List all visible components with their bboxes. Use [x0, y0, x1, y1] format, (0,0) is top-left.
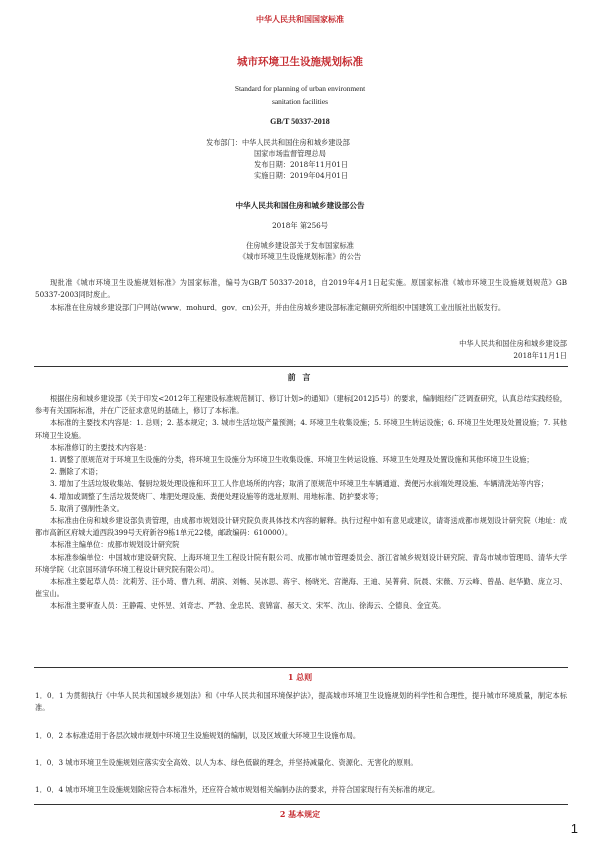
preface-line: 本标准主要起草人员：沈莉芳、汪小琦、曹九利、胡滨、刘畅、吴冰思、蒋宇、杨晓光、宫滟海、王迪、吴菁荷、阮晨、宋薇、万云峰、曾晶、赵华勤、庞立习、崔宝山。: [35, 577, 567, 599]
preface-line: 本标准由住房和城乡建设部负责管理，由成都市规划设计研究院负责具体技术内容的解释。执行过程中如有意见或建议，请寄送成都市规划设计研究院（地址：成都市高新区府城大道西段399号天府新谷9栋1单元22楼，邮政编码：610000）。: [35, 516, 567, 538]
implement-date: 实施日期：2019年04月01日: [254, 171, 349, 180]
clause-1-0-4: 1．0．4 城市环境卫生设施规划除应符合本标准外，还应符合城市规划相关编制办法的要求，并符合国家现行有关标准的规定。: [35, 785, 440, 794]
preface-line: 本标准修订的主要技术内容是：: [50, 442, 151, 452]
preface-heading: 前 言: [287, 372, 313, 382]
announcement-subtitle-2: 《城市环境卫生设施规划标准》的公告: [238, 252, 362, 261]
publish-date: 发布日期：2018年11月01日: [254, 160, 349, 169]
standard-org-line: 中华人民共和国国家标准: [256, 14, 344, 24]
standard-code: GB/T 50337-2018: [270, 117, 330, 126]
publish-dept-2: 国家市场监督管理总局: [254, 149, 326, 158]
announcement-body-1: 现批准《城市环境卫生设施规划标准》为国家标准，编号为GB/T 50337-2018，自2019年4月1日起实施。原国家标准《城市环境卫生设施规划规范》GB 50337-2003同时废止。: [35, 278, 567, 300]
preface-line: 本标准的主要技术内容是：1. 总则；2. 基本规定；3. 城市生活垃圾产量预测；4. 环境卫生收集设施；5. 环境卫生转运设施；6. 环境卫生处理及处置设施；7. 其他环境卫生设施。: [35, 418, 567, 440]
announcement-subtitle-1: 住房城乡建设部关于发布国家标准: [246, 241, 354, 250]
publish-dept-1: 发布部门：中华人民共和国住房和城乡建设部: [206, 138, 350, 147]
section-divider: [34, 366, 568, 367]
section-divider: [34, 804, 568, 805]
preface-line: 1. 调整了原规范对于环境卫生设施的分类，将环境卫生设施分为环境卫生收集设施、环境卫生转运设施、环境卫生处理及处置设施和其他环境卫生设施；: [50, 455, 534, 465]
english-title-line-2: sanitation facilities: [271, 97, 329, 106]
clause-1-0-3: 1．0．3 城市环境卫生设施规划应落实安全高效、以人为本、绿色低碳的理念，并坚持减量化、资源化、无害化的原则。: [35, 758, 418, 767]
preface-line: 2. 删除了术语；: [50, 467, 103, 477]
announcement-title: 中华人民共和国住房和城乡建设部公告: [235, 201, 365, 210]
clause-1-0-2: 1．0．2 本标准适用于各层次城市规划中环境卫生设施规划的编制，以及区域重大环境卫生设施布局。: [35, 731, 361, 740]
clause-1-0-1: 1．0．1 为贯彻执行《中华人民共和国城乡规划法》和《中华人民共和国环境保护法》，提高城市环境卫生设施规划的科学性和合理性，提升城市环境质量，制定本标准。: [35, 691, 567, 713]
announcement-sign-org: 中华人民共和国住房和城乡建设部: [459, 339, 567, 348]
preface-line: 根据住房和城乡建设部《关于印发<2012年工程建设标准规范制订、修订计划>的通知》（建标[2012]5号）的要求，编制组经广泛调查研究，认真总结实践经验，参考有关国际标准，并在广泛征求意见的基础上，修订了本标准。: [35, 394, 567, 416]
preface-line: 本标准主编单位：成都市规划设计研究院: [50, 540, 180, 550]
chapter-2-heading: 2 基本规定: [279, 809, 321, 819]
preface-line: 5. 取消了强制性条文。: [50, 503, 124, 513]
announcement-sign-date: 2018年11月1日: [513, 351, 567, 360]
page-number: 1: [570, 821, 578, 836]
preface-line: 本标准主要审查人员：王静霞、史怀昱、刘奇志、严勃、金忠民、袁锦富、郝天文、宋军、沈山、徐海云、仝德良、金宜英。: [50, 601, 446, 611]
english-title-line-1: Standard for planning of urban environment: [234, 84, 366, 93]
preface-line: 本标准参编单位：中国城市建设研究院、上海环境卫生工程设计院有限公司、成都市城市管理委员会、浙江省城乡规划设计研究院、青岛市城市管理局、清华大学环境学院（北京国环清华环境工程设计研究院有限公司）。: [35, 552, 567, 574]
publish-info: [206, 137, 446, 181]
announcement-body-2: 本标准在住房城乡建设部门户网站(www．mohurd．gov．cn)公开，并由住房城乡建设部标准定额研究所组织中国建筑工业出版社出版发行。: [50, 303, 506, 312]
preface-body: [35, 393, 567, 613]
announcement-number: 2018年 第256号: [272, 221, 328, 230]
preface-line: 4. 增加或调整了生活垃圾焚烧厂、堆肥处理设施、粪便处理设施等的选址原则、用地标准、防护要求等；: [50, 491, 383, 501]
chapter-1-heading: 1 总则: [287, 672, 313, 682]
section-divider: [34, 667, 568, 668]
preface-line: 3. 增加了生活垃圾收集站、餐厨垃圾处理设施和环卫工人作息场所的内容；取消了原规范中环境卫生车辆通道、粪便污水前端处理设施、车辆清洗站等内容；: [50, 479, 548, 489]
standard-title: 城市环境卫生设施规划标准: [237, 56, 363, 68]
